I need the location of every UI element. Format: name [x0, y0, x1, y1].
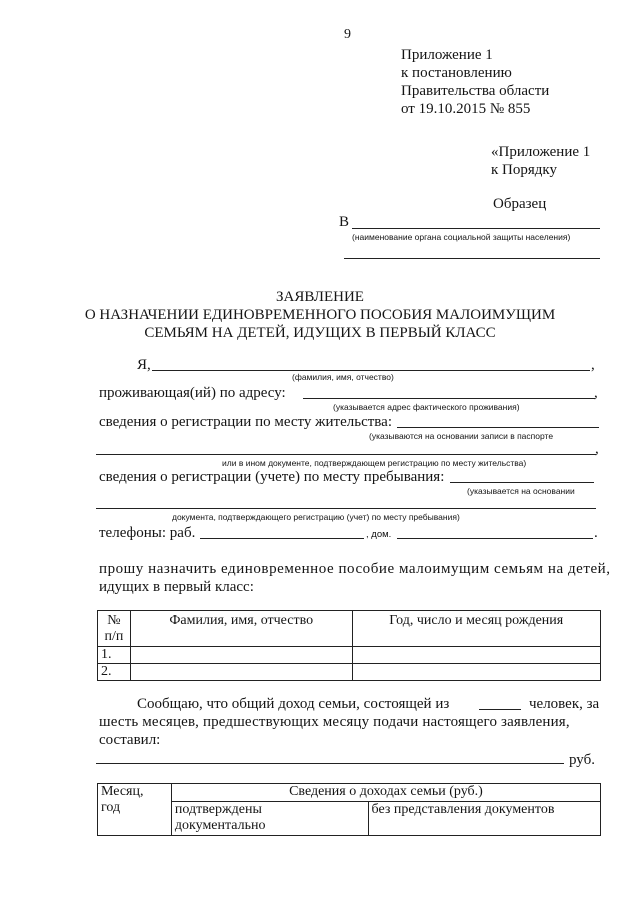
- stay-registration-hint1: (указывается на основании: [467, 486, 575, 496]
- income-table-subheader: [98, 802, 601, 836]
- sample-label: Образец: [493, 196, 547, 212]
- address-label: проживающая(ий) по адресу:: [99, 385, 286, 401]
- applicant-suffix: ,: [591, 357, 595, 373]
- row-number: 1.: [98, 647, 131, 664]
- income-line1-end: человек, за: [529, 696, 600, 712]
- col-month-line2: год: [101, 800, 121, 815]
- col-unconfirmed-header: без представления документов: [368, 802, 600, 836]
- addressee-field-line[interactable]: [352, 228, 600, 229]
- applicant-prefix: Я,: [137, 357, 151, 373]
- appendix-header-line4: от 19.10.2015 № 855: [401, 101, 531, 117]
- row-number: 2.: [98, 664, 131, 681]
- children-table: [97, 610, 601, 681]
- document-title: ЗАЯВЛЕНИЕ: [276, 289, 364, 305]
- applicant-hint: (фамилия, имя, отчество): [292, 372, 394, 382]
- table-row: [98, 664, 601, 681]
- income-amount-field[interactable]: [96, 763, 564, 764]
- request-line2: идущих в первый класс:: [99, 579, 254, 595]
- residence-registration-suffix: ,: [595, 441, 599, 457]
- home-phone-field[interactable]: [397, 538, 593, 539]
- col-birth-header: Год, число и месяц рождения: [352, 611, 601, 647]
- income-info-header: Сведения о доходах семьи (руб.): [171, 784, 600, 802]
- residence-registration-label: сведения о регистрации по месту жительства:: [99, 414, 392, 430]
- child-name-cell[interactable]: [130, 664, 352, 681]
- income-table-header: [98, 784, 601, 802]
- stay-registration-field-2[interactable]: [96, 508, 596, 509]
- col-month-line1: Месяц,: [101, 784, 144, 799]
- phones-label: телефоны: раб.: [99, 525, 196, 541]
- table-row: [98, 647, 601, 664]
- stay-registration-hint2: документа, подтверждающего регистрацию (учет) по месту пребывания): [172, 512, 460, 522]
- work-phone-field[interactable]: [200, 538, 364, 539]
- col-confirmed-line1: подтверждены: [174, 802, 262, 817]
- address-field[interactable]: [303, 398, 595, 399]
- addressee-prefix: В: [339, 214, 350, 230]
- address-hint: (указывается адрес фактического проживания): [333, 402, 520, 412]
- page-number: 9: [344, 27, 351, 42]
- child-birth-cell[interactable]: [352, 647, 601, 664]
- currency-label: руб.: [569, 752, 595, 768]
- appendix-header-line2: к постановлению: [401, 65, 512, 81]
- stay-registration-label: сведения о регистрации (учете) по месту пребывания:: [99, 469, 445, 485]
- address-suffix: ,: [594, 385, 598, 401]
- income-line1-start: Сообщаю, что общий доход семьи, состоящей из: [137, 696, 450, 712]
- col-month-header: [98, 784, 172, 836]
- home-phone-label: , дом.: [366, 529, 392, 540]
- appendix-header-line1: Приложение 1: [401, 47, 493, 63]
- order-header-line2: к Порядку: [491, 162, 557, 178]
- stay-registration-field[interactable]: [450, 482, 594, 483]
- children-table-header: [98, 611, 601, 647]
- addressee-hint: (наименование органа социальной защиты населения): [352, 232, 571, 242]
- child-name-cell[interactable]: [130, 647, 352, 664]
- residence-registration-hint2: или в ином документе, подтверждающем регистрацию по месту жительства): [222, 458, 527, 468]
- income-line2: шесть месяцев, предшествующих месяцу подачи настоящего заявления,: [99, 714, 570, 730]
- family-size-field[interactable]: [479, 709, 521, 710]
- col-name-header: Фамилия, имя, отчество: [130, 611, 352, 647]
- income-table: [97, 783, 601, 836]
- residence-registration-field-2[interactable]: [96, 454, 596, 455]
- child-birth-cell[interactable]: [352, 664, 601, 681]
- addressee-field-line-2[interactable]: [344, 258, 600, 259]
- col-number-line2: п/п: [104, 629, 124, 644]
- applicant-name-field[interactable]: [152, 370, 590, 371]
- phones-end: .: [594, 525, 598, 541]
- col-confirmed-header: [171, 802, 368, 836]
- col-number-header: [98, 611, 131, 647]
- document-subtitle-line1: О НАЗНАЧЕНИИ ЕДИНОВРЕМЕННОГО ПОСОБИЯ МАЛОИМУЩИМ: [84, 307, 556, 323]
- order-header-line1: «Приложение 1: [491, 144, 591, 160]
- appendix-header-line3: Правительства области: [401, 83, 550, 99]
- document-subtitle-line2: СЕМЬЯМ НА ДЕТЕЙ, ИДУЩИХ В ПЕРВЫЙ КЛАСС: [144, 325, 496, 341]
- residence-registration-field[interactable]: [397, 427, 599, 428]
- residence-registration-hint1: (указываются на основании записи в паспорте: [369, 431, 554, 441]
- col-confirmed-line2: документально: [174, 818, 266, 833]
- request-line1: прошу назначить единовременное пособие малоимущим семьям на детей,: [99, 561, 611, 577]
- col-number-line1: №: [107, 613, 121, 628]
- income-line3: составил:: [99, 732, 161, 748]
